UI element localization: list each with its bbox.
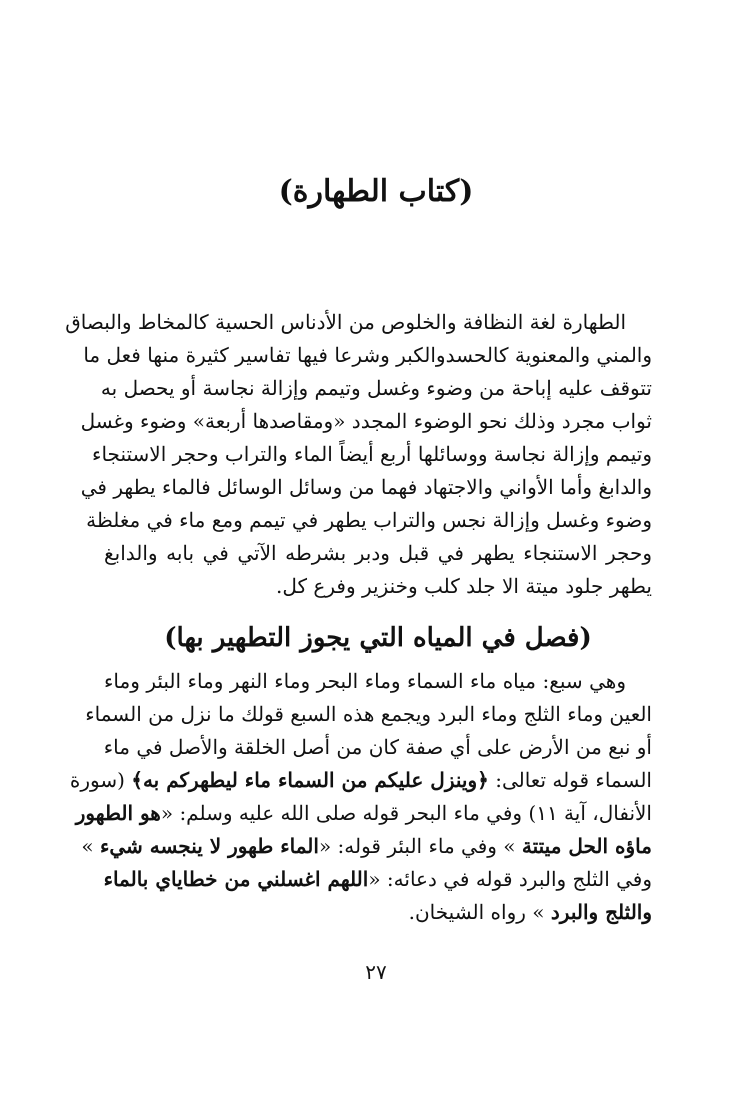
text-line: وحجر الاستنجاء يطهر في قبل ودبر بشرطه الآتي في بابه والدابغ xyxy=(104,541,652,565)
page-number: ٢٧ xyxy=(365,960,387,984)
text-line: تتوقف عليه إباحة من وضوء وغسل وتيمم وإزالة نجاسة أو يحصل به xyxy=(100,376,652,400)
text-line: وتيمم وإزالة نجاسة ووسائلها أربع أيضاً الماء والتراب وحجر الاستنجاء xyxy=(92,442,652,466)
text-line: العين وماء الثلج وماء البرد ويجمع هذه السبع قولك ما نزل من السماء xyxy=(85,702,652,726)
text-run: » xyxy=(81,834,100,858)
hadith-quote: هو الطهور xyxy=(75,801,161,825)
text-run: » وفي ماء البئر قوله: « xyxy=(318,834,522,858)
section-paragraph xyxy=(69,665,652,929)
text-run: وفي الثلج والبرد قوله في دعائه: « xyxy=(368,867,652,891)
text-line: والمني والمعنوية كالحسدوالكبر وشرعا فيها تفاسير كثيرة منها فعل ما xyxy=(83,343,652,367)
text-line: أو نبع من الأرض على أي صفة كان من أصل الخلقة والأصل في ماء xyxy=(103,735,652,759)
hadith-quote: اللهم اغسلني من خطاياي بالماء xyxy=(103,867,369,891)
text-run: » رواه الشيخان. xyxy=(408,900,551,924)
text-line: والدابغ وأما الأواني والاجتهاد فهما من وسائل الوسائل فالماء يطهر في xyxy=(80,475,652,499)
text-line: الطهارة لغة النظافة والخلوص من الأدناس الحسية كالمخاط والبصاق xyxy=(65,310,626,334)
text-line xyxy=(69,764,652,797)
hadith-quote: والثلج والبرد xyxy=(550,900,652,924)
text-line xyxy=(75,797,652,830)
text-run: الأنفال، آية ١١) وفي ماء البحر قوله صلى الله عليه وسلم: « xyxy=(160,801,652,825)
text-line xyxy=(81,830,652,863)
text-run: السماء قوله تعالى: xyxy=(488,768,652,792)
hadith-quote: ماؤه الحل ميتتة xyxy=(521,834,652,858)
text-line: يطهر جلود ميتة الا جلد كلب وخنزير وفرع كل. xyxy=(276,574,652,598)
text-run: (سورة xyxy=(69,768,132,792)
chapter-title: (كتاب الطهارة) xyxy=(278,174,474,209)
intro-paragraph xyxy=(65,306,652,603)
quran-quote: ﴿وينزل عليكم من السماء ماء ليطهركم به﴾ xyxy=(131,768,489,792)
text-line xyxy=(104,896,652,929)
text-line: ثواب مجرد وذلك نحو الوضوء المجدد «ومقاصدها أربعة» وضوء وغسل xyxy=(80,409,652,433)
section-heading: (فصل في المياه التي يجوز التطهير بها) xyxy=(164,623,592,653)
hadith-quote: الماء طهور لا ينجسه شيء xyxy=(99,834,319,858)
text-line: وهي سبع: مياه ماء السماء وماء البحر وماء النهر وماء البئر وماء xyxy=(104,669,626,693)
text-line xyxy=(104,863,652,896)
text-line: وضوء وغسل وإزالة نجس والتراب يطهر في تيمم ومع ماء في مغلظة xyxy=(86,508,652,532)
